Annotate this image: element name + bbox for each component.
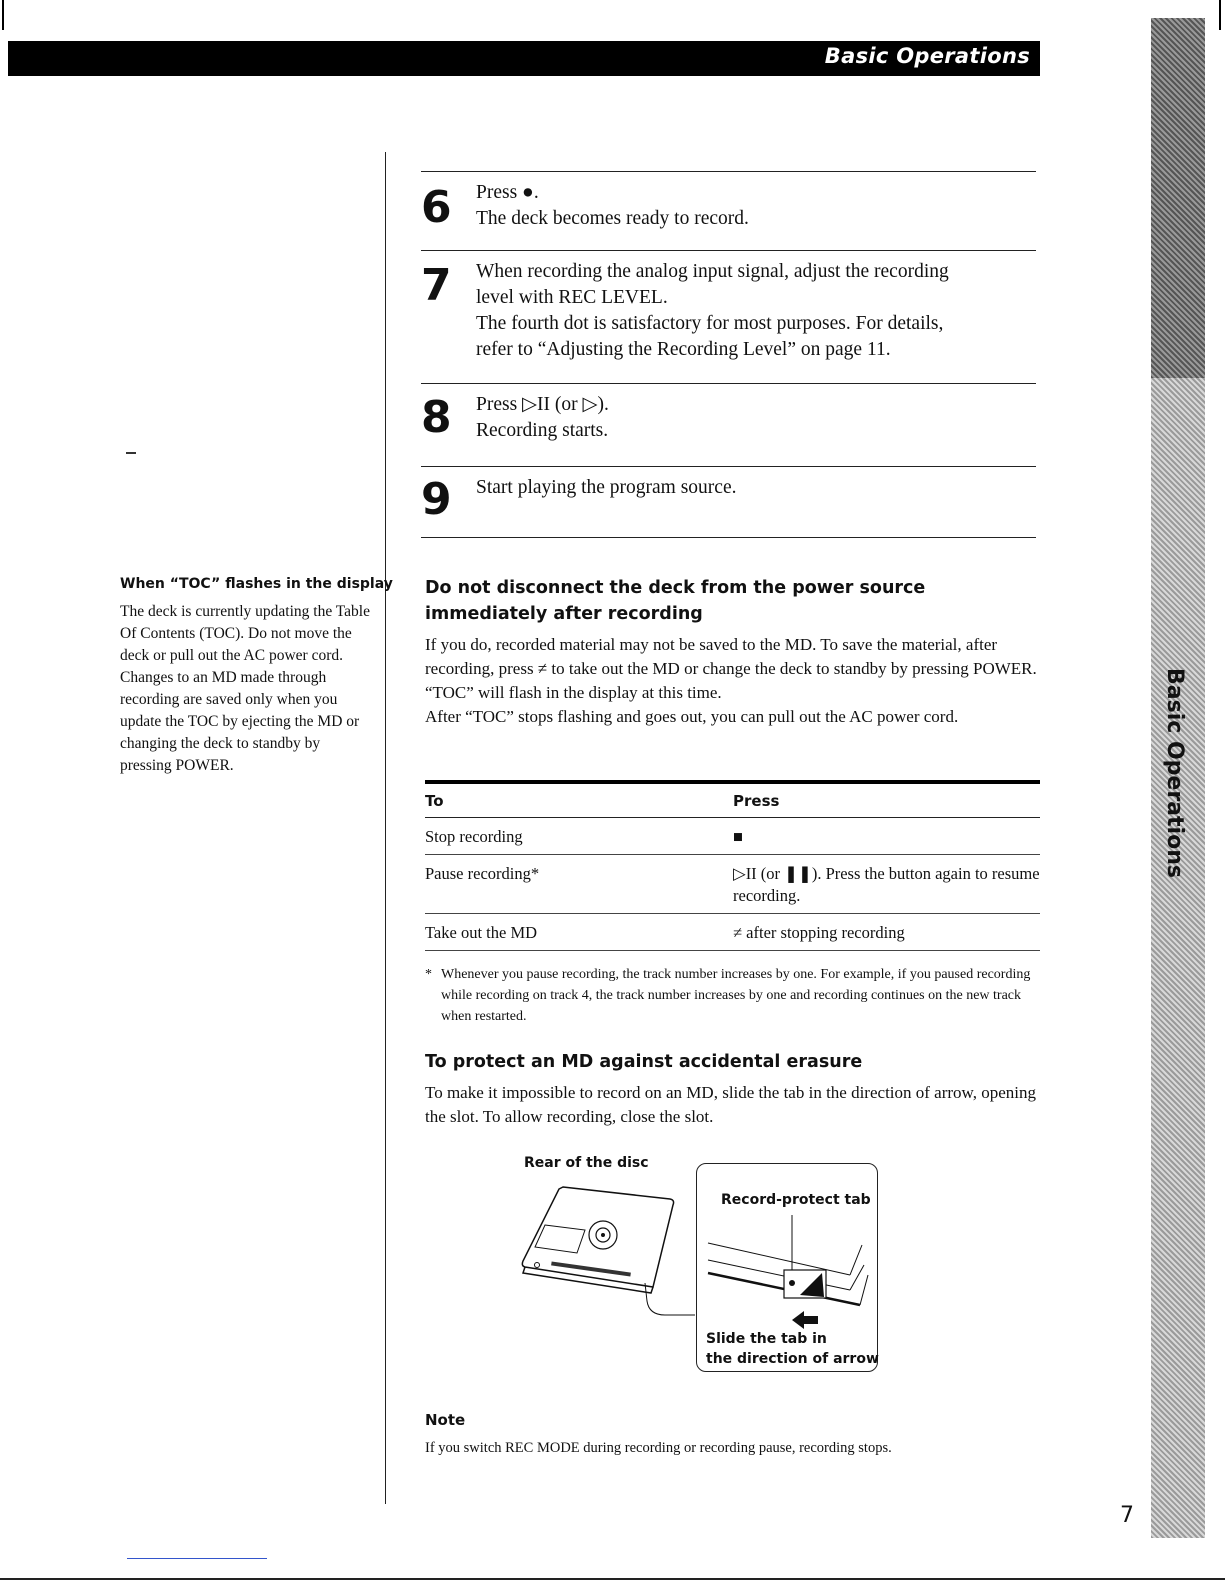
step-line: level with REC LEVEL.	[476, 287, 668, 308]
step-divider	[421, 383, 1036, 384]
step-line: The fourth dot is satisfactory for most purposes. For details,	[476, 313, 944, 334]
column-divider	[385, 152, 386, 1504]
table-cell-button: ≠ after stopping recording	[733, 914, 1040, 951]
table-row	[425, 855, 1040, 914]
table-cell-button: ▷II (or ❚❚). Press the button again to resume recording.	[733, 855, 1040, 914]
step-divider	[421, 250, 1036, 251]
protect-section-body: To make it impossible to record on an MD, slide the tab in the direction of arrow, opening the slot. To allow recording, close the slot.	[425, 1083, 1036, 1126]
paragraph: If you do, recorded material may not be saved to the MD. To save the material, after recording, press ≠ to take out the MD or change the deck to standby by pressing POWER. “TOC” will flash in the display at this time.	[425, 635, 1037, 702]
page-number: 7	[1120, 1503, 1134, 1528]
step-line: When recording the analog input signal, adjust the recording	[476, 261, 949, 282]
record-protect-tab-label: Record-protect tab	[721, 1192, 871, 1208]
step-divider	[421, 171, 1036, 172]
step-number: 7	[421, 260, 452, 311]
section-header-title: Basic Operations	[824, 44, 1030, 68]
note-title: Note	[425, 1411, 466, 1429]
step-line: Start playing the program source.	[476, 477, 737, 498]
scan-edge-line	[127, 1558, 267, 1559]
slide-tab-label-1: Slide the tab in	[706, 1331, 827, 1347]
footnote-marker: *	[425, 967, 432, 982]
disconnect-warning-body	[425, 633, 1040, 729]
page-edge-mark-left	[2, 0, 4, 30]
step-number: 9	[421, 474, 452, 525]
step-line: Press ●.	[476, 182, 539, 203]
sidebar-note-title: When “TOC” flashes in the display	[120, 576, 393, 592]
step-line: The deck becomes ready to record.	[476, 208, 749, 229]
recording-controls-table	[425, 780, 1040, 951]
column-header-press: Press	[733, 782, 1040, 818]
column-header-to: To	[425, 782, 733, 818]
step-line: Press ▷II (or ▷).	[476, 394, 609, 415]
step-8-text	[476, 392, 1036, 444]
step-7-text	[476, 259, 1036, 363]
minidisc-rear-illustration	[515, 1175, 715, 1325]
step-6-text	[476, 180, 1036, 232]
record-protect-tab-illustration	[700, 1215, 875, 1330]
page-edge-mark-right	[1219, 0, 1221, 30]
table-row	[425, 818, 1040, 855]
table-row	[425, 914, 1040, 951]
paragraph: After “TOC” stops flashing and goes out, you can pull out the AC power cord.	[425, 707, 959, 726]
step-line: refer to “Adjusting the Recording Level” on page 11.	[476, 339, 891, 360]
footnote-text: Whenever you pause recording, the track number increases by one. For example, if you paused recording while recording on track 4, the track number increases by one and recording continues on the new track when restarted.	[441, 967, 1031, 1024]
thumb-index-tab-shade	[1151, 18, 1205, 378]
step-divider	[421, 537, 1036, 538]
page-bottom-edge	[0, 1578, 1225, 1580]
step-9-text	[476, 475, 1036, 501]
step-number: 6	[421, 182, 452, 233]
thumb-index-label: Basic Operations	[1162, 668, 1187, 878]
table-cell-action: Stop recording	[425, 818, 733, 855]
step-divider	[421, 466, 1036, 467]
table-cell-action: Pause recording*	[425, 855, 733, 914]
table-header-row	[425, 782, 1040, 818]
note-text: If you switch REC MODE during recording or recording pause, recording stops.	[425, 1440, 892, 1456]
slide-tab-label-2: the direction of arrow	[706, 1351, 879, 1367]
scan-mark	[126, 452, 136, 454]
rear-of-disc-label: Rear of the disc	[524, 1155, 649, 1171]
disconnect-warning-title: Do not disconnect the deck from the power source immediately after recording	[425, 578, 926, 624]
table-cell-button: ■	[733, 818, 1040, 855]
protect-section-title: To protect an MD against accidental erasure	[425, 1052, 863, 1072]
table-footnote	[425, 964, 1040, 1027]
step-line: Recording starts.	[476, 420, 609, 441]
step-number: 8	[421, 392, 452, 443]
sidebar-note-body: The deck is currently updating the Table Of Contents (TOC). Do not move the deck or pull out the AC power cord. Changes to an MD made through recording are saved only when you update the TOC by ejecting the MD or changing the deck to standby by pressing POWER.	[120, 603, 370, 774]
table-cell-action: Take out the MD	[425, 914, 733, 951]
